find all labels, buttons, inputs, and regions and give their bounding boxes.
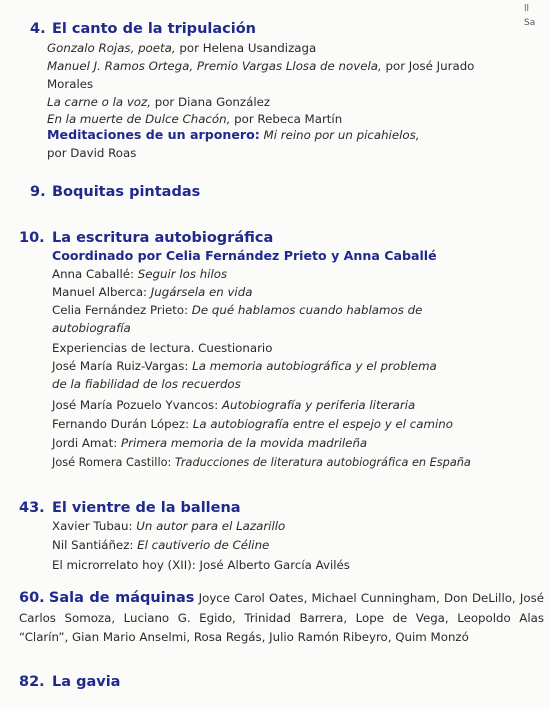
entry-title: Jugársela en vida bbox=[147, 285, 253, 299]
section-60-paragraph bbox=[19, 589, 544, 648]
section-9-heading bbox=[30, 183, 200, 201]
entry-author: José María Pozuelo Yvancos: bbox=[52, 398, 219, 412]
entry-line bbox=[52, 435, 367, 451]
section-number: 43. bbox=[19, 500, 45, 516]
entry-title: Mi reino por un picahielos, bbox=[259, 128, 420, 142]
entry-author: Experiencias de lectura. Cuestionario bbox=[52, 341, 273, 355]
entry-author: Nil Santiáñez: bbox=[52, 538, 134, 552]
entry-author: Fernando Durán López: bbox=[52, 417, 190, 431]
entry-title: El cautiverio de Céline bbox=[133, 538, 270, 552]
entry-author: Morales bbox=[47, 77, 94, 91]
entry-author: José María Ruiz-Vargas: bbox=[52, 359, 189, 373]
entry-author: Xavier Tubau: bbox=[52, 519, 133, 533]
entry-author: El microrrelato hoy (XII): José Alberto García Avilés bbox=[52, 558, 350, 572]
entry-line bbox=[47, 145, 136, 161]
section-title: Boquitas pintadas bbox=[52, 184, 201, 200]
section-title: Sala de máquinas bbox=[48, 590, 195, 606]
entry-author: Jordi Amat: bbox=[52, 436, 118, 450]
entry-line bbox=[47, 76, 93, 92]
entry-line bbox=[47, 94, 270, 110]
entry-title: Gonzalo Rojas, poeta, bbox=[47, 41, 176, 55]
entry-line bbox=[52, 358, 437, 374]
entry-line bbox=[52, 455, 471, 471]
entry-line bbox=[52, 557, 350, 573]
entry-line bbox=[52, 284, 252, 300]
entry-line bbox=[47, 111, 342, 127]
entry-line bbox=[52, 320, 131, 336]
entry-line bbox=[52, 302, 422, 318]
entry-author: por Rebeca Martín bbox=[230, 112, 343, 126]
entry-line bbox=[47, 58, 474, 74]
section-title: El vientre de la ballena bbox=[52, 500, 241, 516]
section-text: Joyce Carol Oates, Michael Cunningham, Don DeLillo, José Carlos Somoza, Luciano G. Egido, Trinidad Barrera, Lope de Vega, Leopoldo Alas “Clarín”, Gian Mario Anselmi, Rosa Regás, Julio Ramón Ribeyro, Quim Monzó bbox=[19, 591, 544, 644]
entry-title: de la fiabilidad de los recuerdos bbox=[52, 377, 241, 391]
section-4-heading bbox=[30, 20, 256, 38]
entry-author: Anna Caballé: bbox=[52, 267, 134, 281]
entry-author: por David Roas bbox=[47, 146, 137, 160]
section-number: 10. bbox=[19, 230, 45, 246]
section-title: La escritura autobiográfica bbox=[52, 230, 274, 246]
entry-title: Primera memoria de la movida madrileña bbox=[117, 436, 368, 450]
entry-line bbox=[52, 397, 415, 413]
section-10-heading bbox=[19, 229, 273, 247]
section-number: 9. bbox=[30, 184, 46, 200]
entry-title: autobiografía bbox=[52, 321, 131, 335]
entry-title: En la muerte de Dulce Chacón, bbox=[47, 112, 231, 126]
entry-title: La autobiografía entre el espejo y el camino bbox=[189, 417, 453, 431]
entry-author: Celia Fernández Prieto: bbox=[52, 303, 189, 317]
corner-text-1: ll bbox=[524, 4, 530, 14]
section-43-heading bbox=[19, 499, 241, 517]
entry-title: La carne o la voz, bbox=[47, 95, 151, 109]
entry-title: Autobiografía y periferia literaria bbox=[218, 398, 416, 412]
entry-label: Meditaciones de un arponero: bbox=[47, 127, 260, 142]
section-number: 82. bbox=[19, 674, 45, 690]
entry-author: por Diana González bbox=[150, 95, 271, 109]
entry-title: Traducciones de literatura autobiográfica en España bbox=[171, 456, 471, 469]
entry-line bbox=[47, 40, 316, 56]
corner-fragment bbox=[524, 2, 548, 30]
entry-line bbox=[52, 518, 285, 534]
section-number: 4. bbox=[30, 21, 46, 37]
entry-author: por José Jurado bbox=[381, 59, 475, 73]
section-title: El canto de la tripulación bbox=[52, 21, 256, 37]
entry-line bbox=[52, 376, 241, 392]
entry-line bbox=[52, 537, 269, 553]
entry-line bbox=[52, 340, 272, 356]
entry-title: Un autor para el Lazarillo bbox=[132, 519, 286, 533]
coordinators: Coordinado por Celia Fernández Prieto y Anna Caballé bbox=[52, 248, 437, 263]
entry-title: Seguir los hilos bbox=[133, 267, 228, 281]
entry-author: Manuel Alberca: bbox=[52, 285, 148, 299]
section-number: 60. bbox=[19, 590, 45, 606]
entry-line bbox=[47, 127, 419, 143]
entry-line bbox=[52, 266, 227, 282]
section-title: La gavia bbox=[52, 674, 121, 690]
entry-author: por Helena Usandizaga bbox=[175, 41, 317, 55]
entry-title: Manuel J. Ramos Ortega, Premio Vargas Llosa de novela, bbox=[47, 59, 382, 73]
entry-line bbox=[52, 416, 453, 432]
entry-author: José Romera Castillo: bbox=[52, 456, 172, 469]
section-82-heading bbox=[19, 673, 120, 691]
entry-title: La memoria autobiográfica y el problema bbox=[188, 359, 437, 373]
corner-text-2: Sa bbox=[524, 18, 536, 28]
entry-title: De qué hablamos cuando hablamos de bbox=[188, 303, 423, 317]
